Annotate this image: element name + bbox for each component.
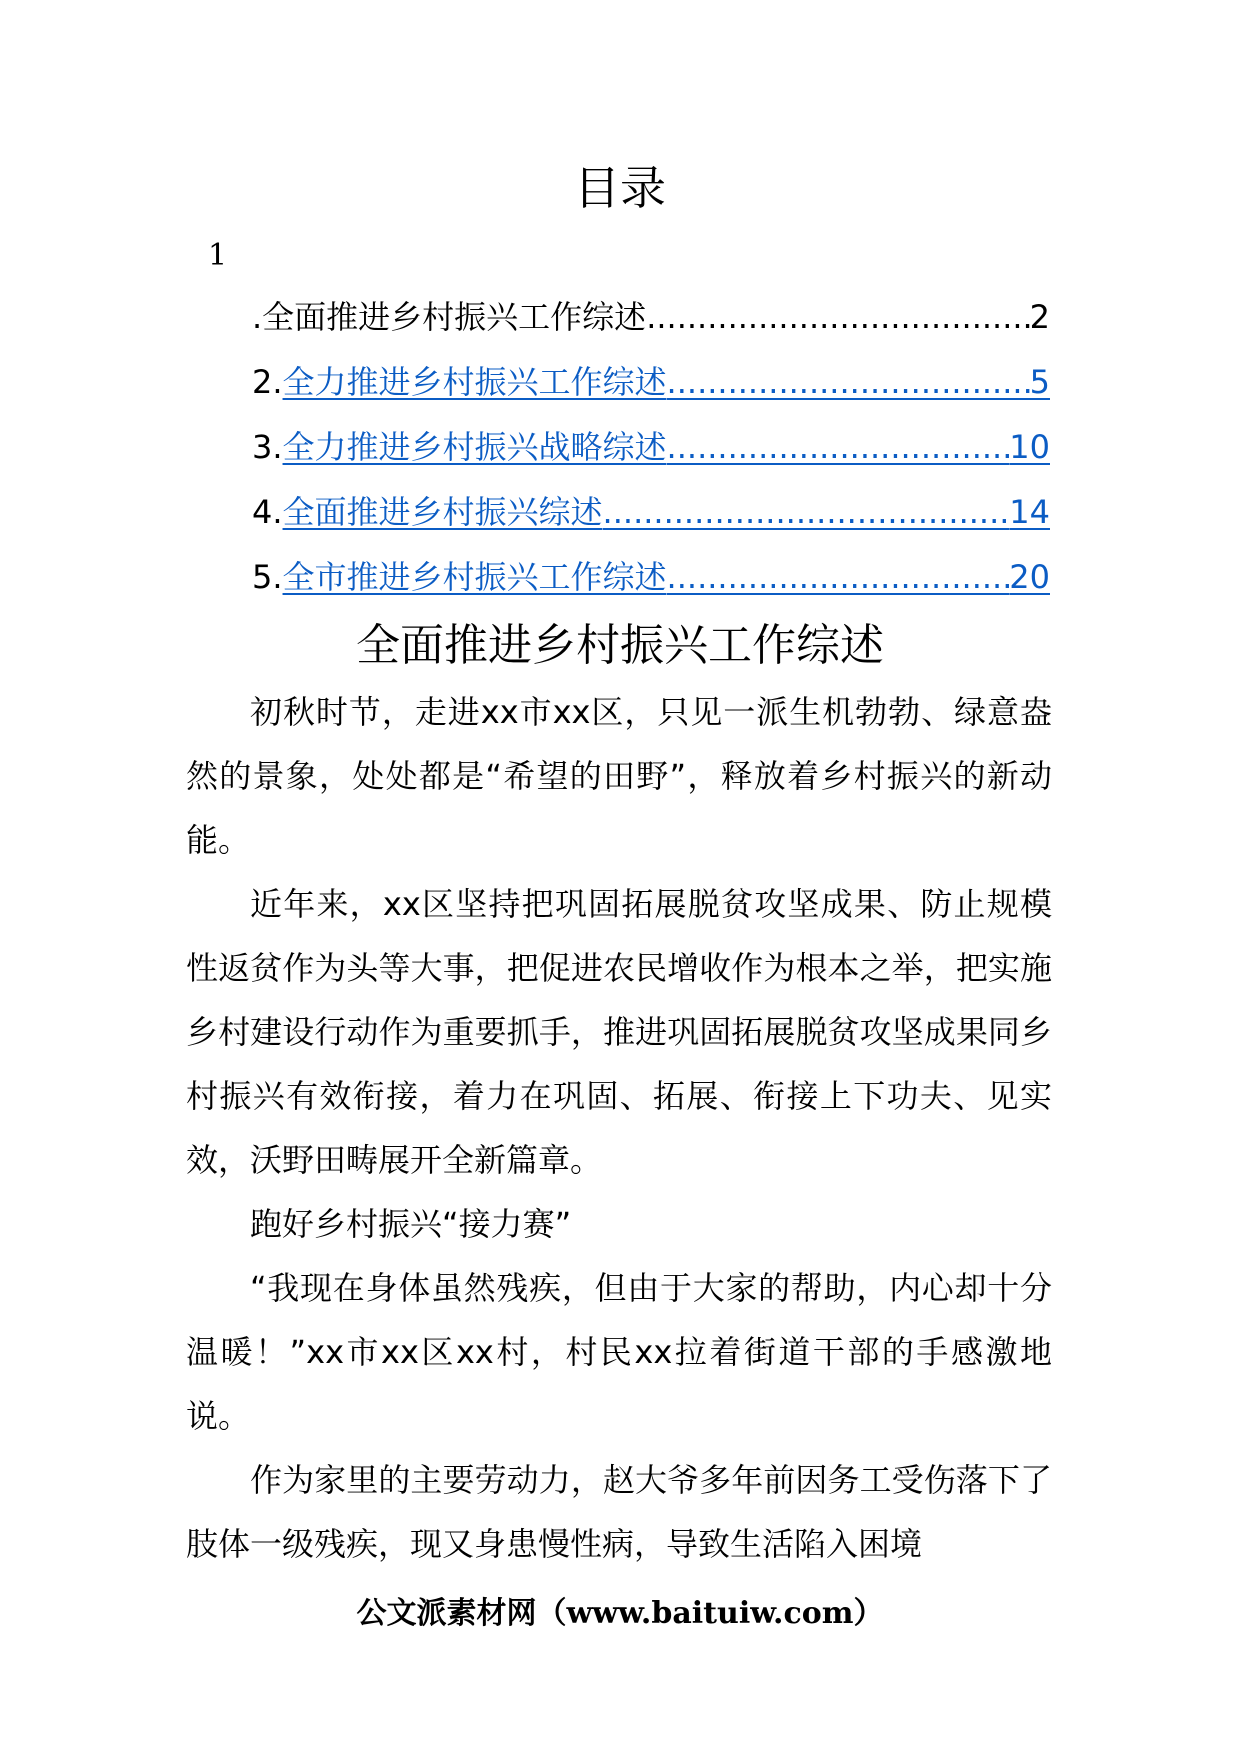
toc-leader-dots	[646, 292, 1029, 342]
section-heading: 跑好乡村振兴“接力赛”	[250, 1205, 572, 1243]
paragraph: 初秋时节，走进xx市xx区，只见一派生机勃勃、绿意盎然的景象，处处都是“希望的田野”，释放着乡村振兴的新动能。	[186, 693, 1052, 859]
toc-item-text: 全市推进乡村振兴工作综述	[282, 558, 667, 596]
article-body	[186, 680, 1052, 1576]
toc-number: 1	[208, 238, 228, 273]
table-of-contents	[252, 292, 1050, 617]
toc-link-5[interactable]	[283, 552, 1050, 602]
toc-item-number: 3.	[252, 428, 283, 466]
paragraph: 作为家里的主要劳动力，赵大爷多年前因务工受伤落下了肢体一级残疾，现又身患慢性病，导致生活陷入困境	[186, 1461, 1052, 1563]
paragraph: 近年来，xx区坚持把巩固拓展脱贫攻坚成果、防止规模性返贫作为头等大事，把促进农民增收作为根本之举，把实施乡村建设行动作为重要抓手，推进巩固拓展脱贫攻坚成果同乡村振兴有效衔接，着力在巩固、拓展、衔接上下功夫、见实效，沃野田畴展开全新篇章。	[186, 885, 1052, 1179]
toc-link-2[interactable]	[283, 357, 1050, 407]
toc-item-number: 2.	[252, 363, 283, 401]
toc-item-page: 5	[1029, 363, 1050, 401]
toc-item-text: .全面推进乡村振兴工作综述	[252, 298, 647, 336]
toc-item-page: 20	[1009, 558, 1050, 596]
toc-item-2	[252, 357, 1050, 422]
toc-item-page: 14	[1009, 493, 1050, 531]
toc-item-page: 2	[1029, 298, 1050, 336]
toc-link-3[interactable]	[283, 422, 1050, 472]
toc-item-5	[252, 552, 1050, 617]
toc-leader-dots	[603, 487, 1010, 537]
toc-leader-dots	[667, 357, 1030, 407]
toc-item-4	[252, 487, 1050, 552]
toc-item-3	[252, 422, 1050, 487]
toc-title: 目录	[574, 161, 666, 215]
toc-item-text: 全力推进乡村振兴战略综述	[282, 428, 667, 466]
toc-leader-dots	[667, 422, 1010, 472]
toc-item-number: 5.	[252, 558, 283, 596]
toc-link-4[interactable]	[283, 487, 1050, 537]
toc-leader-dots	[667, 552, 1010, 602]
toc-item-page: 10	[1009, 428, 1050, 466]
toc-item-text: 全面推进乡村振兴综述	[282, 493, 603, 531]
toc-entry-1	[252, 292, 1050, 342]
toc-item-number: 4.	[252, 493, 283, 531]
toc-item-1	[252, 292, 1050, 357]
toc-item-text: 全力推进乡村振兴工作综述	[282, 363, 667, 401]
paragraph: “我现在身体虽然残疾，但由于大家的帮助，内心却十分温暖！”xx市xx区xx村，村民xx拉着街道干部的手感激地说。	[186, 1269, 1052, 1435]
footer-watermark: 公文派素材网（www.baituiw.com）	[356, 1596, 884, 1631]
article-title: 全面推进乡村振兴工作综述	[356, 620, 884, 671]
